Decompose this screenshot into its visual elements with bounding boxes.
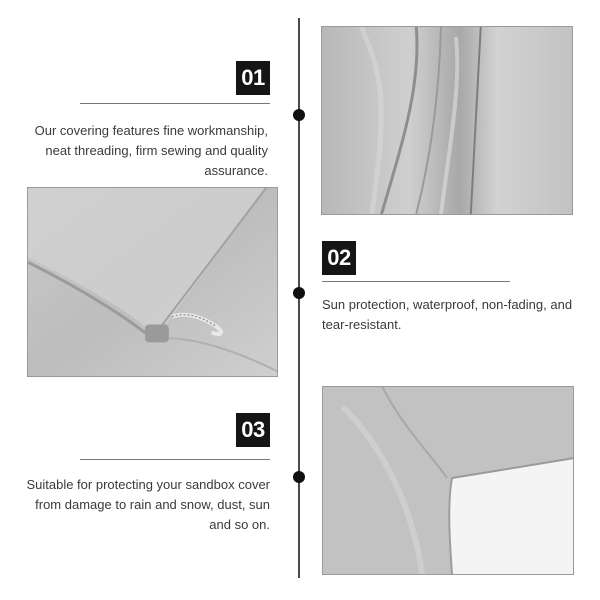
fabric-edge-photo xyxy=(322,386,574,575)
divider xyxy=(80,459,270,460)
feature-number-badge: 01 xyxy=(236,61,270,95)
timeline-dot xyxy=(293,471,305,483)
feature-description: Suitable for protecting your sandbox cover from damage to rain and snow, dust, sun and so on. xyxy=(26,477,270,532)
fabric-drawstring-photo xyxy=(27,187,278,377)
feature-number-badge: 02 xyxy=(322,241,356,275)
feature-number-badge: 03 xyxy=(236,413,270,447)
divider xyxy=(80,103,270,104)
timeline-dot xyxy=(293,287,305,299)
feature-description: Sun protection, waterproof, non-fading, and tear-resistant. xyxy=(322,297,573,332)
timeline-dot xyxy=(293,109,305,121)
feature-description: Our covering features fine workmanship, neat threading, firm sewing and quality assurance. xyxy=(34,123,268,178)
fabric-seam-photo xyxy=(321,26,573,215)
divider xyxy=(322,281,510,282)
